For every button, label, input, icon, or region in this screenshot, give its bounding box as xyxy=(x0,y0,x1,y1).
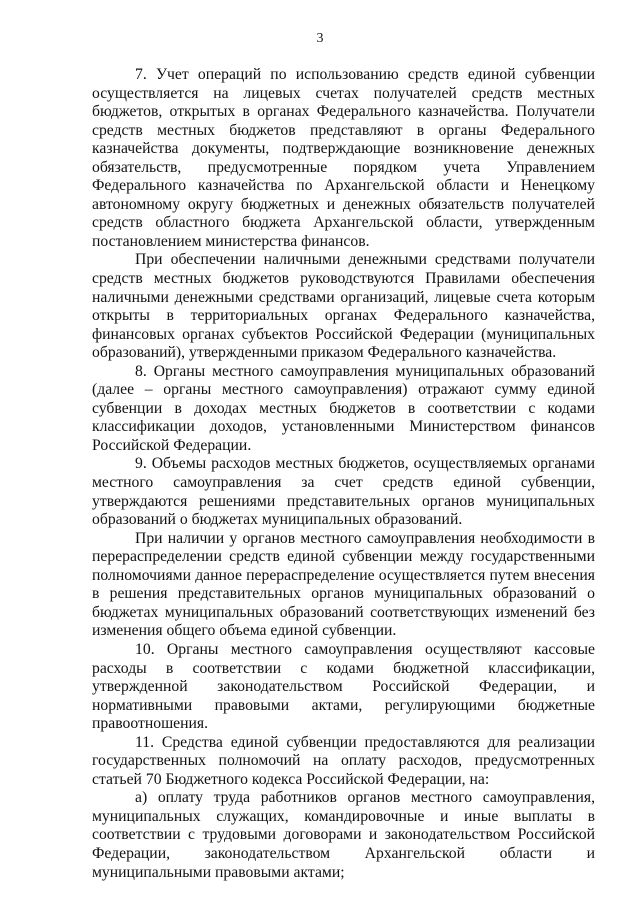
paragraph-8-revenue-reflection: 8. Органы местного самоуправления муниципальных образований (далее – органы местного самоуправления) отражают сумму единой субвенции в доходах местных бюджетов в соответствии с кодами классификации доходов, установленными Министерством финансов Российской Федерации. xyxy=(92,362,595,454)
paragraph-11a-labor-payment: а) оплату труда работников органов местного самоуправления, муниципальных служащих, командировочные и иные выплаты в соответствии с трудовыми договорами и законодательством Российской Федерации, законодательством Архангельской области и муниципальными правовыми актами; xyxy=(92,789,595,881)
paragraph-7-accounting: 7. Учет операций по использованию средств единой субвенции осуществляется на лицевых счетах получателей средств местных бюджетов, открытых в органах Федерального казначейства. Получатели средств местных бюджетов представляют в органы Федерального казначейства документы, подтверждающие возникновение денежных обязательств, предусмотренные порядком учета Управлением Федерального казначейства по Архангельской области и Ненецкому автономному округу бюджетных и денежных обязательств получателей средств областного бюджета Архангельской области, утвержденным постановлением министерства финансов. xyxy=(92,66,595,250)
paragraph-cash-provision: При обеспечении наличными денежными средствами получатели средств местных бюджетов руководствуются Правилами обеспечения наличными денежными средствами организаций, лицевые счета которым открыты в территориальных органах Федерального казначейства, финансовых органах субъектов Российской Федерации (муниципальных образований), утвержденными приказом Федерального казначейства. xyxy=(92,251,595,362)
paragraph-9-expenditure-volumes: 9. Объемы расходов местных бюджетов, осуществляемых органами местного самоуправления за счет средств единой субвенции, утверждаются решениями представительных органов муниципальных образований о бюджетах муниципальных образований. xyxy=(92,455,595,529)
paragraph-redistribution: При наличии у органов местного самоуправления необходимости в перераспределении средств единой субвенции между государственными полномочиями данное перераспределение осуществляется путем внесения в решения представительных органов муниципальных образований о бюджетах муниципальных образований соответствующих изменений без изменения общего объема единой субвенции. xyxy=(92,529,595,640)
paragraph-10-cash-expenses: 10. Органы местного самоуправления осуществляют кассовые расходы в соответствии с кодами бюджетной классификации, утвержденной законодательством Российской Федерации, и нормативными правовыми актами, регулирующими бюджетные правоотношения. xyxy=(92,640,595,733)
document-body xyxy=(92,66,595,882)
paragraph-11-purposes: 11. Средства единой субвенции предоставляются для реализации государственных полномочий на оплату расходов, предусмотренных статьей 70 Бюджетного кодекса Российской Федерации, на: xyxy=(92,733,595,788)
page-number: 3 xyxy=(316,31,324,46)
